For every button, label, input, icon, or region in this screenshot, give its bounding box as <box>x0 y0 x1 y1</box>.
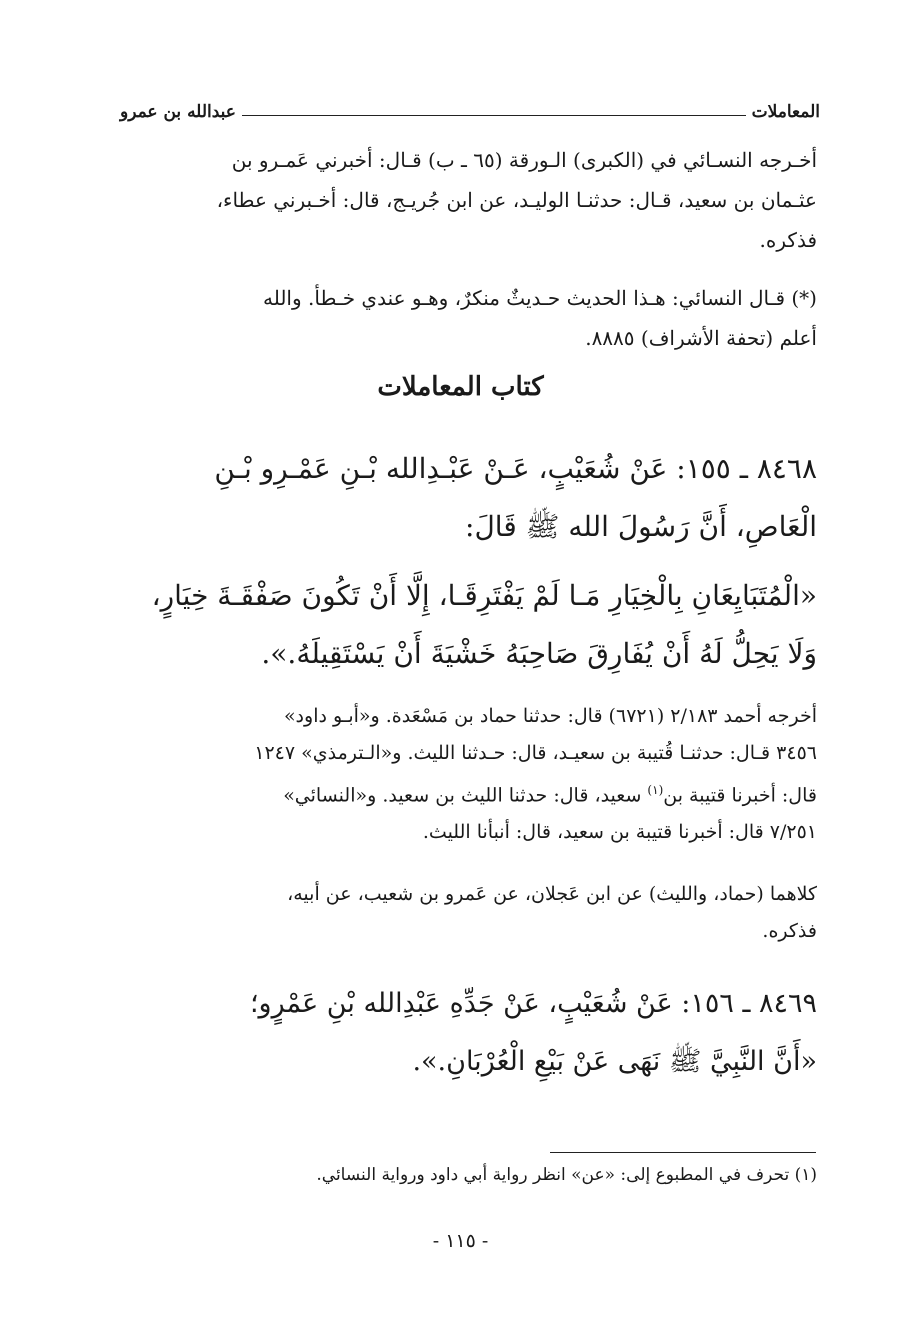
text-segment: قال: أخبرنا قتيبة بن <box>663 784 817 807</box>
hadith-8468-isnad <box>105 440 817 556</box>
intro-paragraph <box>105 140 817 260</box>
text-line: وَلَا يَحِلُّ لَهُ أَنْ يُفَارِقَ صَاحِبَهُ خَشْيَةَ أَنْ يَسْتَقِيلَهُ.». <box>261 637 817 670</box>
text-line: الْعَاصِ، أَنَّ رَسُولَ الله ﷺ قَالَ: <box>465 510 817 543</box>
book-title: كتاب المعاملات <box>377 372 544 402</box>
text-line: فذكره. <box>762 920 817 942</box>
text-line: ٧/٢٥١ قال: أخبرنا قتيبة بن سعيد، قال: أنبأنا الليث. <box>422 821 817 844</box>
text-line <box>105 772 817 814</box>
footnote: (١) تحرف في المطبوع إلى: «عن» انظر رواية أبي داود ورواية النسائي. <box>316 1165 817 1185</box>
text-line: ٨٤٦٩ ـ ١٥٦: عَنْ شُعَيْبٍ، عَنْ جَدِّهِ عَبْدِالله بْنِ عَمْرٍو؛ <box>249 988 817 1019</box>
header-narrator: عبدالله بن عمرو <box>120 102 236 122</box>
takhrij-8468 <box>105 698 817 851</box>
hadith-8469 <box>105 975 817 1091</box>
text-line: أعلم (تحفة الأشراف) ٨٨٨٥. <box>585 326 817 350</box>
text-line: «الْمُتَبَايِعَانِ بِالْخِيَارِ مَـا لَمْ يَفْتَرِقَـا، إِلَّا أَنْ تَكُونَ صَفْقَـةَ خِيَارٍ، <box>151 579 817 612</box>
text-line: «أَنَّ النَّبِيَّ ﷺ نَهَى عَنْ بَيْعِ الْعُرْبَانِ.». <box>412 1046 817 1077</box>
text-line: أخـرجه النسـائي في (الكبرى) الـورقة (٦٥ ـ ب) قـال: أخبرني عَمـرو بن <box>231 148 817 172</box>
text-line: فذكره. <box>759 228 817 252</box>
text-line: عثـمان بن سعيد، قـال: حدثنـا الوليـد، عن ابن جُريـج، قال: أخـبرني عطاء، <box>216 188 817 212</box>
footnote-ref: (١) <box>647 783 664 797</box>
text-line: كلاهما (حماد، والليث) عن ابن عَجلان، عن عَمرو بن شعيب، عن أبيه، <box>287 883 817 905</box>
running-header <box>120 94 820 122</box>
page-number: - ١١٥ - <box>432 1230 489 1252</box>
text-segment: سعيد، قال: حدثنا الليث بن سعيد. و«النسائي» <box>283 784 648 807</box>
isnad-note <box>105 876 817 950</box>
text-line: (*) قـال النسائي: هـذا الحديث حـديثٌ منكرٌ، وهـو عندي خـطأ. والله <box>262 286 817 310</box>
text-line: أخرجه أحمد ٢/١٨٣ (٦٧٢١) قال: حدثنا حماد بن مَسْعَدة. و«أبـو داود» <box>283 705 817 727</box>
text-line: ٨٤٦٨ ـ ١٥٥: عَنْ شُعَيْبٍ، عَـنْ عَبْـدِالله بْـنِ عَمْـرِو بْـنِ <box>214 452 817 485</box>
nasai-note <box>105 278 817 358</box>
header-rule <box>242 115 746 116</box>
text-line: ٣٤٥٦ قـال: حدثنـا قُتيبة بن سعيـد، قال: حـدثنا الليث. و«الـترمذي» ١٢٤٧ <box>254 742 817 764</box>
hadith-8468-matn <box>105 567 817 683</box>
footnote-rule <box>550 1152 816 1153</box>
header-chapter: المعاملات <box>751 102 820 122</box>
